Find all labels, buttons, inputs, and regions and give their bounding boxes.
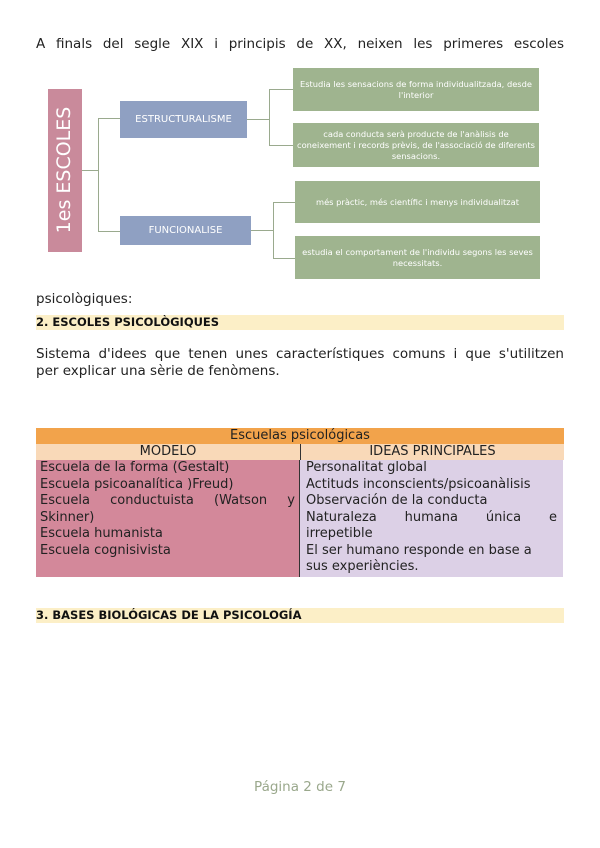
connector <box>251 230 273 231</box>
branch-functionalism-label: FUNCIONALISE <box>148 225 223 236</box>
note-structuralism-2-text: cada conducta serà producte de l'anàlisis de coneixement i records prèvis, de l'associació de diferents sensacions. <box>297 128 535 161</box>
section-2-para-line-2: per explicar una sèrie de fenòmens. <box>36 363 280 379</box>
model-line: Escuela de la forma (Gestalt) <box>40 460 230 475</box>
table-ideas-cell <box>300 460 563 577</box>
idea-line: irrepetible <box>306 526 373 541</box>
note-functionalism-1-text: més pràctic, més científic i menys individualitzat <box>316 196 519 207</box>
section-2-heading: 2. ESCOLES PSICOLÒGIQUES <box>36 315 564 330</box>
table-col-ideas: IDEAS PRINCIPALES <box>301 444 564 460</box>
idea-line: sus experiències. <box>306 559 419 574</box>
connector <box>98 231 120 232</box>
idea-line: Observación de la conducta <box>306 493 488 508</box>
connector <box>82 170 98 171</box>
branch-functionalism <box>120 216 251 245</box>
note-functionalism-2 <box>295 236 540 279</box>
section-2-para-line-1: Sistema d'idees que tenen unes característiques comuns i que s'utilitzen <box>36 346 564 362</box>
connector <box>269 89 270 145</box>
note-functionalism-1 <box>295 181 540 223</box>
table-col-model: MODELO <box>36 444 301 460</box>
idea-line: El ser humano responde en base a <box>306 542 532 558</box>
schools-diagram <box>0 0 600 290</box>
note-functionalism-2-text: estudia el comportament de l'individu segons les seves necessitats. <box>302 246 533 268</box>
branch-structuralism-label: ESTRUCTURALISME <box>135 114 232 125</box>
schools-table <box>36 428 564 577</box>
intro-line-2: psicològiques: <box>36 291 133 307</box>
connector <box>98 118 99 231</box>
branch-structuralism <box>120 101 247 138</box>
connector <box>273 258 295 259</box>
connector <box>98 118 120 119</box>
diagram-root-box <box>48 89 82 252</box>
model-line: Skinner) <box>40 509 95 525</box>
connector <box>269 145 293 146</box>
connector <box>269 89 293 90</box>
section-3-heading: 3. BASES BIOLÓGICAS DE LA PSICOLOGÍA <box>36 608 564 623</box>
connector <box>273 202 295 203</box>
intro-line-1: A finals del segle XIX i principis de XX, neixen les primeres escoles <box>36 36 564 52</box>
idea-line: Naturaleza humana única e <box>306 509 557 525</box>
connector <box>247 119 269 120</box>
diagram-root-label: 1es ESCOLES <box>53 106 75 234</box>
note-structuralism-1-text: Estudia les sensacions de forma individualitzada, desde l'interior <box>299 78 533 100</box>
table-models-cell <box>36 460 300 577</box>
connector <box>273 202 274 258</box>
model-line: Escuela psicoanalítica )Freud) <box>40 476 234 492</box>
note-structuralism-2 <box>293 123 539 167</box>
idea-line: Actituds inconscients/psicoanàlisis <box>306 476 531 492</box>
note-structuralism-1 <box>293 68 539 111</box>
table-title: Escuelas psicológicas <box>36 428 564 444</box>
model-line: Escuela humanista <box>40 526 163 541</box>
page-number: Página 2 de 7 <box>254 779 346 795</box>
model-line: Escuela conductuista (Watson y <box>40 493 295 508</box>
idea-line: Personalitat global <box>306 460 427 475</box>
model-line: Escuela cognisivista <box>40 542 171 558</box>
